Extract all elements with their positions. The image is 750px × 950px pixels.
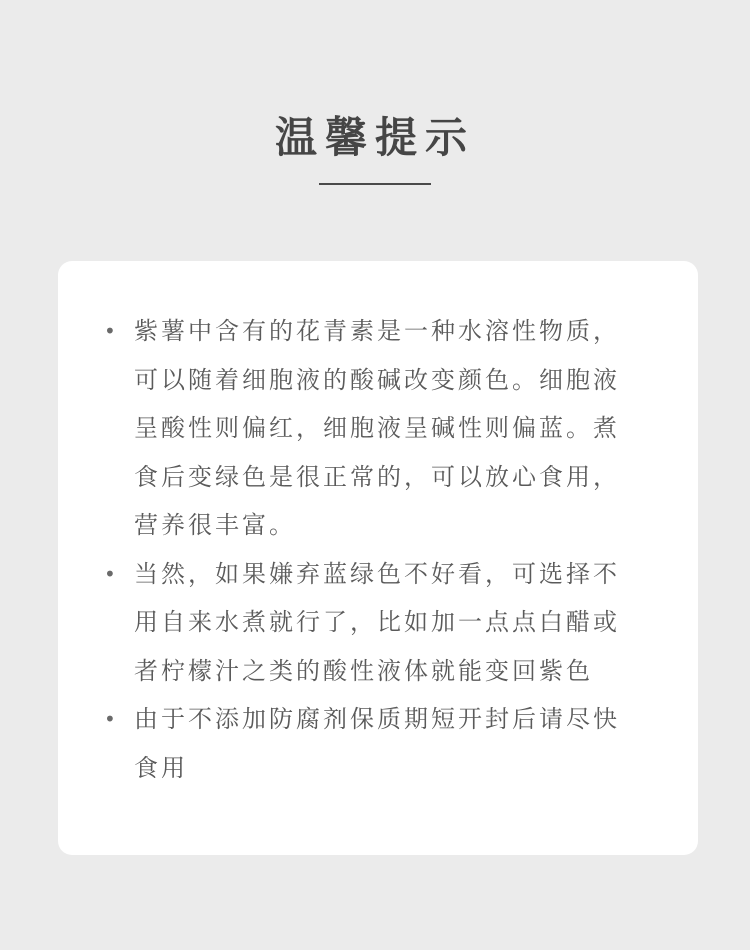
- notice-text: 紫薯中含有的花青素是一种水溶性物质，可以随着细胞液的酸碱改变颜色。细胞液呈酸性则偏红，细胞液呈碱性则偏蓝。煮食后变绿色是很正常的，可以放心食用，营养很丰富。: [134, 317, 620, 539]
- notice-card: [58, 261, 698, 855]
- notice-text: 当然，如果嫌弃蓝绿色不好看，可选择不用自来水煮就行了，比如加一点点白醋或者柠檬汁之类的酸性液体就能变回紫色: [134, 559, 620, 685]
- list-item: [104, 307, 624, 550]
- bullet-icon: •: [104, 319, 119, 343]
- notice-list: [104, 307, 624, 792]
- title-underline: [319, 183, 431, 185]
- page-title: 温馨提示: [274, 113, 475, 162]
- notice-text: 由于不添加防腐剂保质期短开封后请尽快食用: [134, 705, 620, 782]
- bullet-icon: •: [104, 561, 119, 586]
- list-item: [104, 550, 624, 696]
- bullet-icon: •: [104, 707, 119, 731]
- list-item: [104, 695, 624, 792]
